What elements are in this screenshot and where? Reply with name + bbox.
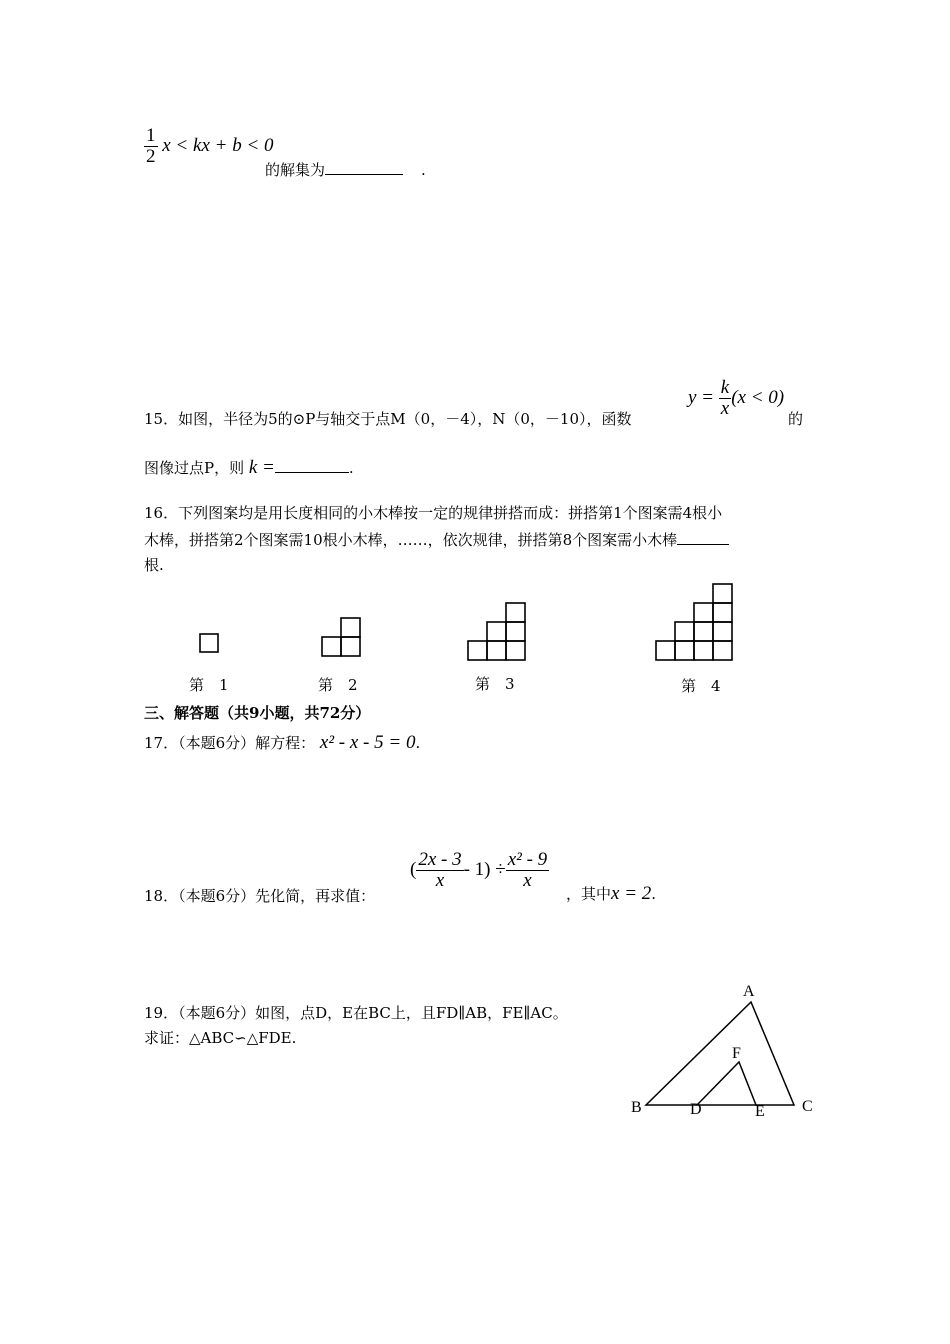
label-a: A — [743, 983, 755, 1000]
q16-caption-3: 第 3 — [475, 675, 515, 693]
q15-line2: 图像过点P，则 k = . — [144, 457, 354, 478]
label-e: E — [755, 1103, 765, 1120]
q15-line1-end: 的 — [788, 410, 804, 428]
q16-caption-1: 第 1 — [189, 676, 229, 694]
pattern-1 — [200, 634, 218, 652]
q14-text: 的解集为 . — [265, 158, 426, 180]
q18-text: 18．（本题6分）先化简，再求值： — [144, 887, 376, 905]
label-b: B — [631, 1099, 642, 1116]
q19-line2: 求证：△ABC∽△FDE. — [144, 1029, 297, 1047]
q14-fraction: $\frac{1}{2}$ — [146, 125, 156, 167]
q15-function: y = $\frac{k}{x}$ (x < 0) — [688, 377, 785, 419]
pattern-3 — [468, 603, 525, 660]
q18-fraction-2: $\frac{\text{x² - 9}}{x}$ — [507, 849, 548, 891]
triangle-abc — [646, 1002, 794, 1105]
q15-line1: 15．如图，半径为5的⊙P与轴交于点M（0，－4），N（0，－10），函数 — [144, 410, 632, 428]
q16-answer-blank[interactable] — [677, 528, 729, 545]
q16-caption-4: 第 4 — [681, 677, 721, 695]
section-3-title: 三、解答题（共9小题，共72分） — [144, 704, 371, 722]
q18-fraction-1: $\frac{2x - 3}{x}$ — [418, 849, 462, 891]
triangle-fde — [697, 1062, 756, 1105]
q16-caption-2: 第 2 — [318, 676, 358, 694]
q16-line1: 16．下列图案均是用长度相同的小木棒按一定的规律拼搭而成：拼搭第1个图案需4根小 — [144, 504, 723, 522]
q19-triangle-figure — [620, 980, 820, 1120]
q16-line2: 木棒，拼搭第2个图案需10根小木棒，……，依次规律，拼搭第8个图案需小木棒 — [144, 528, 729, 550]
label-d: D — [690, 1101, 702, 1118]
pattern-2 — [322, 618, 360, 656]
q15-answer-blank[interactable] — [275, 456, 349, 473]
q15-function-fraction: $\frac{k}{x}$ — [720, 377, 730, 419]
q19-line1: 19．（本题6分）如图，点D，E在BC上，且FD∥AB，FE∥AC。 — [144, 1004, 568, 1022]
q14-answer-blank[interactable] — [325, 158, 403, 175]
q16-line3: 根. — [144, 556, 164, 574]
pattern-4 — [656, 584, 732, 660]
q14-inequality: $\frac{1}{2}$ x < kx + b < 0 — [146, 125, 274, 167]
q18-condition: ，其中x = 2. — [566, 883, 657, 904]
q17: 17．（本题6分）解方程： x² - x - 5 = 0. — [144, 732, 421, 753]
label-c: C — [802, 1098, 813, 1115]
label-f: F — [732, 1045, 741, 1062]
q18-expression: ( $\frac{2x - 3}{x}$ - 1) ÷ $\frac{\text{x² - 9}}{x}$ — [410, 849, 548, 891]
